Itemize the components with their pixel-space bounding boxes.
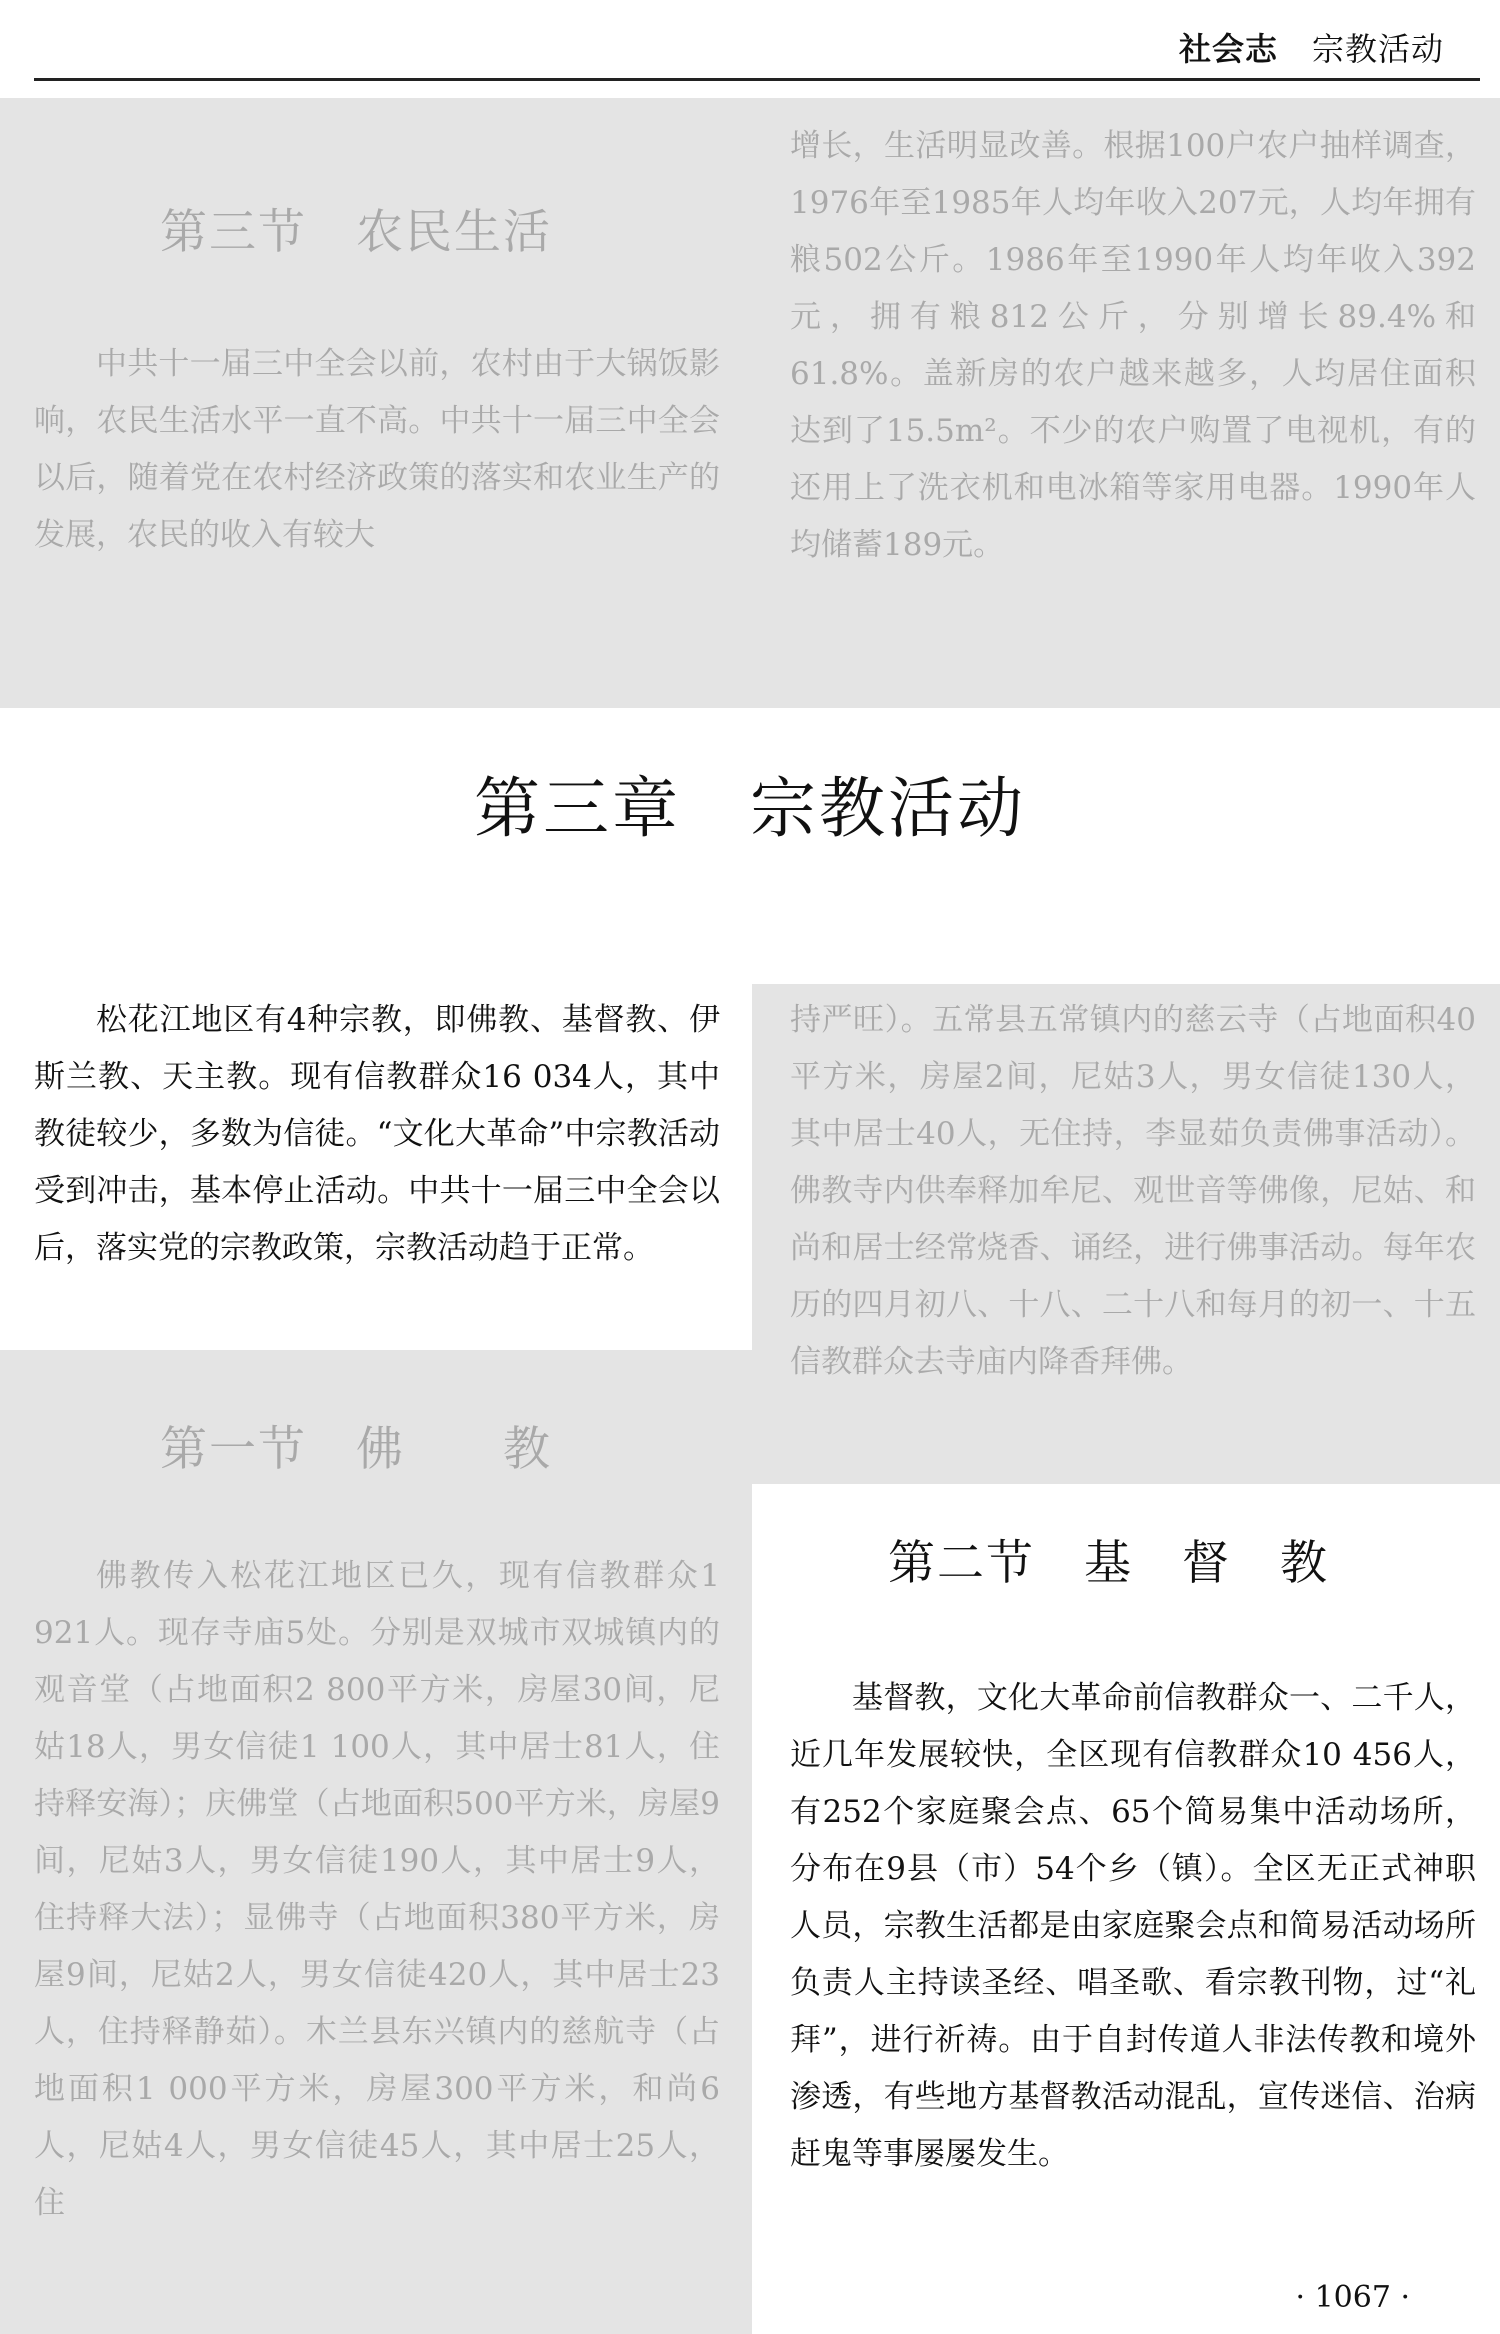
farmers-paragraph-right: 增长，生活明显改善。根据100户农户抽样调查，1976年至1985年人均年收入207元，人均年拥有粮502公斤。1986年至1990年人均年收入392元，拥有粮812公斤，分别增长89.4%和61.8%。盖新房的农户越来越多，人均居住面积达到了15.5m²。不少的农户购置了电视机，有的还用上了洗衣机和电冰箱等家用电器。1990年人均储蓄189元。 xyxy=(790,128,1476,563)
running-header xyxy=(0,0,1500,90)
buddhism-paragraph: 佛教传入松花江地区已久，现有信教群众1 921人。现存寺庙5处。分别是双城市双城镇内的观音堂（占地面积2 800平方米，房屋30间，尼姑18人，男女信徒1 100人，其中居士81人，住持释安海）；庆佛堂（占地面积500平方米，房屋9间，尼姑3人，男女信徒190人，其中居士9人，住持释大法）；显佛寺（占地面积380平方米，房屋9间，尼姑2人，男女信徒420人，其中居士23人，住持释静茹）。木兰县东兴镇内的慈航寺（占地面积1 000平方米，房屋300平方米，和尚6人，尼姑4人，男女信徒45人，其中居士25人，住 xyxy=(34,1558,720,2221)
buddhism-paragraph-continued: 持严旺）。五常县五常镇内的慈云寺（占地面积40平方米，房屋2间，尼姑3人，男女信徒130人，其中居士40人，无住持，李显茹负责佛事活动）。佛教寺内供奉释加牟尼、观世音等佛像，尼姑、和尚和居士经常烧香、诵经，进行佛事活动。每年农历的四月初八、十八、二十八和每月的初一、十五信教群众去寺庙内降香拜佛。 xyxy=(790,1002,1476,1380)
page-number: · 1067 · xyxy=(1295,2280,1410,2315)
buddhism-section-title: 第一节 佛 教 xyxy=(160,1422,552,1477)
christianity-section-title: 第二节 基 督 教 xyxy=(888,1536,1329,1591)
christianity-paragraph: 基督教，文化大革命前信教群众一、二千人，近几年发展较快，全区现有信教群众10 456人，有252个家庭聚会点、65个简易集中活动场所，分布在9县（市）54个乡（镇）。全区无正式神职人员，宗教生活都是由家庭聚会点和简易活动场所负责人主持读圣经、唱圣歌、看宗教刊物，过“礼拜”，进行祈祷。由于自封传道人非法传教和境外渗透，有些地方基督教活动混乱，宣传迷信、治病赶鬼等事屡屡发生。 xyxy=(790,1680,1476,2172)
header-book-name: 社会志 xyxy=(1178,30,1278,68)
farmers-paragraph-left: 中共十一届三中全会以前，农村由于大锅饭影响，农民生活水平一直不高。中共十一届三中全会以后，随着党在农村经济政策的落实和农业生产的发展，农民的收入有较大 xyxy=(34,346,720,553)
header-rule xyxy=(34,78,1480,81)
farmers-section-title: 第三节 农民生活 xyxy=(160,205,552,260)
header-chapter-name: 宗教活动 xyxy=(1311,30,1444,68)
chapter-title: 第三章 宗教活动 xyxy=(474,770,1026,847)
chapter-intro-paragraph: 松花江地区有4种宗教，即佛教、基督教、伊斯兰教、天主教。现有信教群众16 034人，其中教徒较少，多数为信徒。“文化大革命”中宗教活动受到冲击，基本停止活动。中共十一届三中全会以后，落实党的宗教政策，宗教活动趋于正常。 xyxy=(34,1002,720,1266)
running-header-title xyxy=(1179,24,1444,70)
